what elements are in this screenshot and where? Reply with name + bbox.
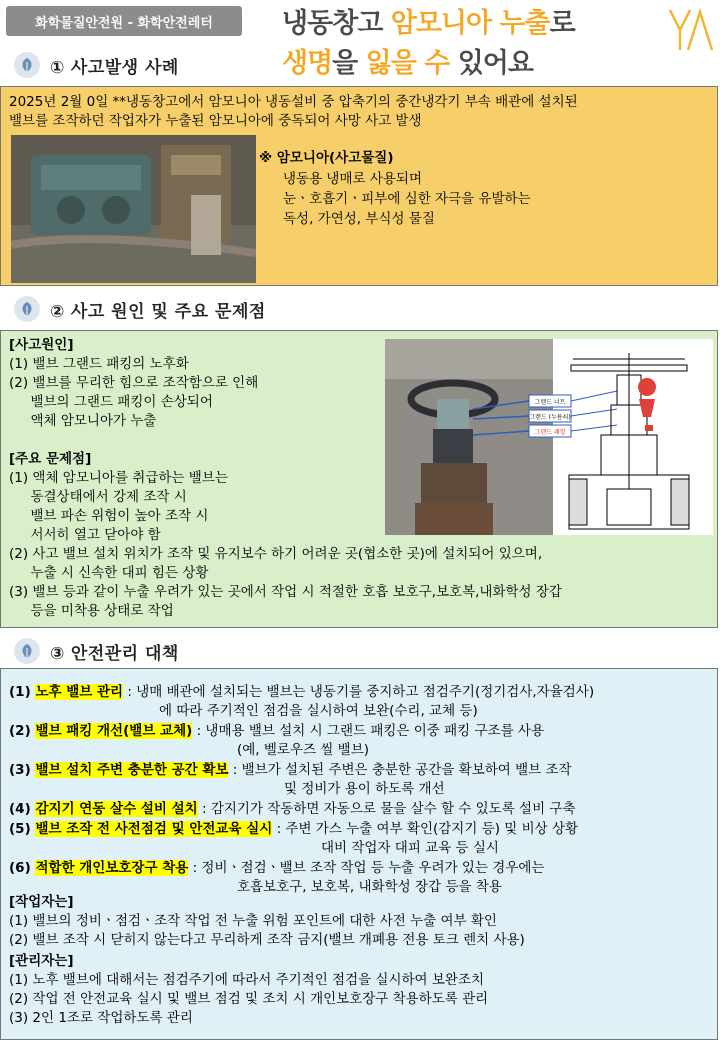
ammonia-note-title: ※ 암모니아(사고물질) — [259, 150, 394, 166]
ammonia-note-line: 눈ㆍ호흡기ㆍ피부에 심한 자극을 유발하는 — [283, 191, 531, 207]
manager-line: (2) 작업 전 안전교육 실시 및 밸브 점검 및 조치 시 개인보호장구 착용하도록 관리 — [9, 991, 489, 1007]
ammonia-note-line: 독성, 가연성, 부식성 물질 — [283, 211, 435, 227]
section1-header — [0, 48, 179, 82]
problem-line: 동결상태에서 강제 조작 시 — [9, 489, 187, 505]
worker-heading: [작업자는] — [9, 894, 74, 910]
headline-segment: 냉동창고 — [282, 8, 391, 39]
measure-item — [9, 722, 594, 760]
measure-text: : 밸브가 설치된 주변은 충분한 공간을 확보하여 밸브 조작 — [228, 762, 572, 778]
section3-box — [0, 668, 718, 1040]
measure-continuation: 대비 작업자 대피 교육 등 실시 — [321, 840, 499, 856]
measure-text: : 주변 가스 누출 여부 확인(감지기 등) 및 비상 상황 — [272, 821, 579, 837]
section2-header — [0, 292, 266, 326]
ammonia-note-line: 냉동용 냉매로 사용되며 — [283, 171, 422, 187]
measures-list — [9, 683, 594, 898]
measure-label: 적합한 개인보호장구 착용 — [35, 860, 189, 876]
measure-text: : 감지기가 작동하면 자동으로 물을 살수 할 수 있도록 설비 구축 — [197, 801, 576, 817]
measure-label: 감지기 연동 살수 설비 설치 — [35, 801, 198, 817]
measure-label: 노후 밸브 관리 — [35, 684, 124, 700]
measure-item — [9, 859, 594, 897]
manager-line: (1) 노후 밸브에 대해서는 점검주기에 따라서 주기적인 점검을 실시하여 보완조치 — [9, 972, 485, 988]
measure-label: 밸브 패킹 개선(밸브 교체) — [35, 723, 193, 739]
valve-figure — [385, 339, 713, 535]
headline-segment: 생명 — [282, 48, 333, 79]
cause-lines — [9, 355, 258, 431]
leaf-icon — [14, 638, 40, 664]
leaf-icon — [14, 296, 40, 322]
manager-lines — [9, 971, 488, 1028]
cause-heading: [사고원인] — [9, 337, 74, 353]
headline-segment: 을 — [332, 48, 366, 79]
problem-line: 서서히 열고 닫아야 함 — [9, 527, 161, 543]
measure-number: (5) — [9, 821, 36, 837]
headline-line-1 — [282, 4, 575, 44]
cause-line: (2) 밸브를 무리한 힘으로 조작함으로 인해 — [9, 375, 259, 391]
section3-title: ③ 안전관리 대책 — [50, 643, 179, 664]
problem-line: 등을 미착용 상태로 작업 — [9, 603, 174, 619]
problem-line: (3) 밸브 등과 같이 누출 우려가 있는 곳에서 작업 시 적절한 호흡 보호구,보호복,내화학성 장갑 — [9, 584, 562, 600]
headline-segment: 있어요 — [449, 48, 533, 79]
leaf-icon — [14, 52, 40, 78]
cause-line: (1) 밸브 그랜드 패킹의 노후화 — [9, 356, 189, 372]
section1-title: ① 사고발생 사례 — [50, 57, 179, 78]
manager-heading: [관리자는] — [9, 953, 74, 969]
section2-title: ② 사고 원인 및 주요 문제점 — [50, 301, 266, 322]
measure-continuation: 및 정비가 용이 하도록 개선 — [284, 781, 445, 797]
measure-label: 밸브 조작 전 사전점검 및 안전교육 실시 — [35, 821, 273, 837]
measure-number: (3) — [9, 762, 36, 778]
problem-heading: [주요 문제점] — [9, 451, 92, 467]
measure-item — [9, 683, 594, 721]
section1-box — [0, 86, 718, 286]
section3-header — [0, 634, 179, 668]
problem-line: 누출 시 신속한 대피 힘든 상황 — [9, 565, 209, 581]
headline-segment: 암모니아 누출 — [390, 8, 550, 39]
problem-line: 밸브 파손 위험이 높아 조작 시 — [9, 508, 209, 524]
measure-number: (1) — [9, 684, 36, 700]
headline — [282, 4, 575, 84]
problem-line: (1) 액체 암모니아를 취급하는 밸브는 — [9, 470, 228, 486]
incident-summary-line2: 밸브를 조작하던 작업자가 누출된 암모니아에 중독되어 사망 사고 발생 — [9, 113, 422, 129]
incident-summary-line1: 2025년 2월 0일 **냉동창고에서 암모니아 냉동설비 중 압축기의 중간냉각기 부속 배관에 설치된 — [9, 94, 578, 110]
measure-continuation: (예, 벨로우즈 씰 밸브) — [237, 742, 370, 758]
ammonia-note-lines — [283, 169, 531, 229]
measure-number: (2) — [9, 723, 36, 739]
cause-line: 액체 암모니아가 누출 — [9, 413, 157, 429]
newsletter-tag: 화학물질안전원 - 화학안전레터 — [6, 6, 242, 36]
measure-text: : 냉매용 밸브 설치 시 그랜드 패킹은 이중 패킹 구조를 사용 — [192, 723, 544, 739]
compressor-photo — [11, 135, 256, 283]
problem-line: (2) 사고 밸브 설치 위치가 조작 및 유지보수 하기 어려운 곳(협소한 곳)에 설치되어 있으며, — [9, 546, 543, 562]
worker-line: (1) 밸브의 정비ㆍ점검ㆍ조작 작업 전 누출 위험 포인트에 대한 사전 누출 여부 확인 — [9, 913, 497, 929]
measure-number: (4) — [9, 801, 36, 817]
manager-line: (3) 2인 1조로 작업하도록 관리 — [9, 1010, 193, 1026]
measure-text: : 냉매 배관에 설치되는 밸브는 냉동기를 중지하고 점검주기(정기검사,자율검사) — [123, 684, 595, 700]
diagram-label-gland-nut: 그랜드 너트 — [534, 399, 566, 406]
measure-text: : 정비ㆍ점검ㆍ밸브 조작 작업 등 누출 우려가 있는 경우에는 — [188, 860, 545, 876]
diagram-label-gland-follower: 그랜드 (누름쇠) — [529, 414, 571, 421]
headline-segment: 로 — [549, 8, 575, 39]
ya-logo-icon — [664, 4, 716, 56]
measure-continuation: 에 따라 주기적인 점검을 실시하여 보완(수리, 교체 등) — [159, 703, 478, 719]
cause-line: 밸브의 그랜드 패킹이 손상되어 — [9, 394, 213, 410]
section2-box — [0, 330, 718, 628]
measure-continuation: 호흡보호구, 보호복, 내화학성 장갑 등을 착용 — [237, 879, 502, 895]
diagram-label-gland-packing: 그랜드 패킹 — [534, 429, 566, 436]
worker-lines — [9, 912, 525, 950]
measure-item — [9, 820, 594, 858]
headline-segment: 잃을 수 — [365, 48, 450, 79]
worker-line: (2) 밸브 조작 시 닫히지 않는다고 무리하게 조작 금지(밸브 개폐용 전용 토크 렌치 사용) — [9, 932, 525, 948]
measure-item — [9, 761, 594, 799]
measure-number: (6) — [9, 860, 36, 876]
headline-line-2 — [282, 44, 575, 84]
measure-label: 밸브 설치 주변 충분한 공간 확보 — [35, 762, 229, 778]
measure-item — [9, 800, 594, 819]
